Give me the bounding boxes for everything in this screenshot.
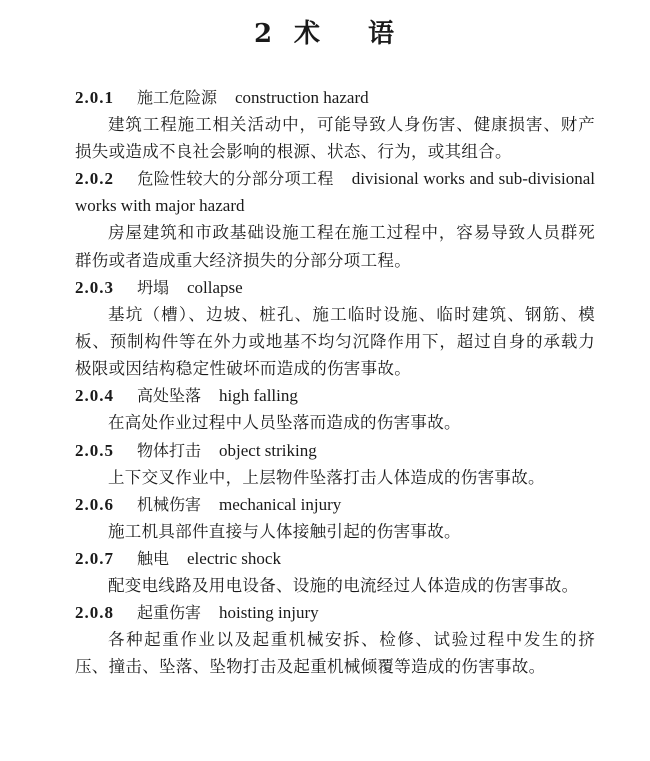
- term-chinese-name: 起重伤害: [137, 603, 202, 623]
- term-number: 2.0.4: [75, 386, 114, 406]
- term-number: 2.0.2: [75, 169, 114, 189]
- chapter-title-part2: 语: [368, 19, 397, 49]
- term-definition: 各种起重作业以及起重机械安拆、检修、试验过程中发生的挤压、撞击、坠落、坠物打击及起重机械倾覆等造成的伤害事故。: [75, 630, 595, 677]
- term-entry: [75, 84, 595, 165]
- term-heading: [75, 545, 595, 572]
- term-chinese-name: 物体打击: [137, 440, 202, 460]
- term-chinese-name: 危险性较大的分部分项工程: [137, 169, 334, 189]
- term-heading: [75, 165, 595, 219]
- term-english-name: electric shock: [187, 549, 281, 569]
- term-entry: [75, 382, 595, 436]
- term-number: 2.0.1: [75, 88, 114, 107]
- term-entry: [75, 491, 595, 545]
- term-entry: [75, 599, 595, 680]
- term-chinese-name: 施工危险源: [137, 88, 218, 107]
- term-number: 2.0.5: [75, 440, 114, 460]
- term-heading: [75, 274, 595, 301]
- term-entry: [75, 165, 595, 273]
- term-definition: 施工机具部件直接与人体接触引起的伤害事故。: [108, 521, 461, 541]
- chapter-title-part1: 术: [294, 19, 323, 49]
- term-heading: [75, 382, 595, 409]
- term-definition: 在高处作业过程中人员坠落而造成的伤害事故。: [108, 413, 461, 433]
- term-number: 2.0.3: [75, 277, 114, 297]
- term-entry: [75, 545, 595, 599]
- chapter-number: 2: [253, 19, 275, 49]
- term-heading: [75, 84, 595, 111]
- term-list: [75, 84, 595, 681]
- term-heading: [75, 491, 595, 518]
- term-english-name: hoisting injury: [219, 603, 319, 623]
- term-english-name: construction hazard: [235, 88, 369, 107]
- term-english-name: divisional works and sub-divisional works with major hazard: [75, 169, 595, 216]
- term-english-name: mechanical injury: [219, 494, 342, 514]
- term-chinese-name: 高处坠落: [137, 386, 202, 406]
- chapter-title: [0, 14, 650, 54]
- term-heading: [75, 437, 595, 464]
- term-number: 2.0.8: [75, 603, 114, 623]
- term-number: 2.0.6: [75, 494, 114, 514]
- term-definition: 房屋建筑和市政基础设施工程在施工过程中，容易导致人员群死群伤或者造成重大经济损失的分部分项工程。: [75, 223, 595, 270]
- term-english-name: collapse: [187, 277, 243, 297]
- term-chinese-name: 坍塌: [137, 277, 170, 297]
- term-definition: 配变电线路及用电设备、设施的电流经过人体造成的伤害事故。: [108, 576, 579, 596]
- term-entry: [75, 437, 595, 491]
- term-chinese-name: 触电: [137, 549, 170, 569]
- term-chinese-name: 机械伤害: [137, 494, 202, 514]
- term-definition: 建筑工程施工相关活动中，可能导致人身伤害、健康损害、财产损失或造成不良社会影响的根源、状态、行为，或其组合。: [75, 115, 595, 162]
- term-definition: 基坑（槽）、边坡、桩孔、施工临时设施、临时建筑、钢筋、模板、预制构件等在外力或地基不均匀沉降作用下，超过自身的承载力极限或因结构稳定性破坏而造成的伤害事故。: [75, 304, 595, 379]
- term-entry: [75, 274, 595, 383]
- term-heading: [75, 599, 595, 626]
- term-english-name: object striking: [219, 440, 317, 460]
- term-definition: 上下交叉作业中，上层物件坠落打击人体造成的伤害事故。: [108, 467, 545, 487]
- term-english-name: high falling: [219, 386, 298, 406]
- term-number: 2.0.7: [75, 549, 114, 569]
